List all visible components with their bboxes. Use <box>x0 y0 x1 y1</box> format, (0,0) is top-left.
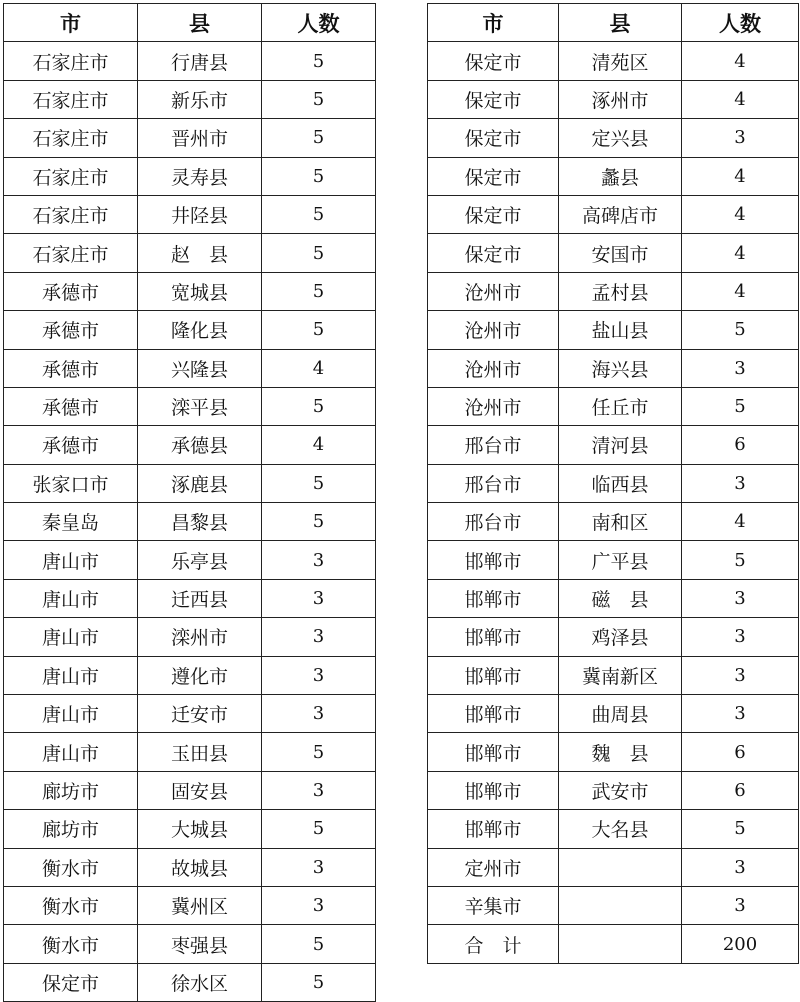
county-cell: 广平县 <box>559 541 682 579</box>
count-cell: 5 <box>262 311 376 349</box>
table-row <box>428 157 799 195</box>
count-cell: 4 <box>682 272 799 310</box>
count-cell: 5 <box>262 157 376 195</box>
county-cell: 鸡泽县 <box>559 618 682 656</box>
city-cell: 邯郸市 <box>428 810 559 848</box>
table-row <box>428 195 799 233</box>
county-cell: 乐亭县 <box>138 541 262 579</box>
table-row <box>428 80 799 118</box>
count-cell: 5 <box>262 272 376 310</box>
county-cell: 安国市 <box>559 234 682 272</box>
city-cell: 邯郸市 <box>428 541 559 579</box>
city-cell: 邯郸市 <box>428 618 559 656</box>
header-row <box>428 4 799 42</box>
count-cell: 3 <box>262 579 376 617</box>
quota-table-right <box>427 3 799 964</box>
table-row <box>428 42 799 80</box>
city-cell: 唐山市 <box>4 618 138 656</box>
count-cell: 3 <box>682 464 799 502</box>
city-cell: 保定市 <box>428 157 559 195</box>
county-cell: 新乐市 <box>138 80 262 118</box>
header-county: 县 <box>559 4 682 42</box>
header-city: 市 <box>428 4 559 42</box>
table-row <box>4 195 376 233</box>
county-cell: 任丘市 <box>559 387 682 425</box>
count-cell: 5 <box>262 733 376 771</box>
city-cell: 石家庄市 <box>4 42 138 80</box>
city-cell: 石家庄市 <box>4 80 138 118</box>
county-cell: 枣强县 <box>138 925 262 963</box>
table-row <box>4 579 376 617</box>
table-row <box>4 80 376 118</box>
county-cell: 孟村县 <box>559 272 682 310</box>
county-cell: 盐山县 <box>559 311 682 349</box>
county-cell: 承德县 <box>138 426 262 464</box>
city-cell: 唐山市 <box>4 656 138 694</box>
count-cell: 5 <box>262 810 376 848</box>
city-cell: 承德市 <box>4 349 138 387</box>
county-cell: 海兴县 <box>559 349 682 387</box>
count-cell: 4 <box>682 503 799 541</box>
county-cell: 徐水区 <box>138 963 262 1001</box>
count-cell: 3 <box>682 349 799 387</box>
table-row <box>4 925 376 963</box>
county-cell: 滦平县 <box>138 387 262 425</box>
table-row <box>4 349 376 387</box>
county-cell: 涿鹿县 <box>138 464 262 502</box>
city-cell: 唐山市 <box>4 579 138 617</box>
table-row <box>4 810 376 848</box>
count-cell: 3 <box>682 618 799 656</box>
city-cell: 石家庄市 <box>4 234 138 272</box>
count-cell: 4 <box>682 195 799 233</box>
table-row <box>4 157 376 195</box>
table-row <box>4 618 376 656</box>
county-cell: 涿州市 <box>559 80 682 118</box>
city-cell: 衡水市 <box>4 848 138 886</box>
city-cell: 石家庄市 <box>4 157 138 195</box>
county-cell: 南和区 <box>559 503 682 541</box>
table-row <box>428 349 799 387</box>
count-cell: 5 <box>262 80 376 118</box>
city-cell: 保定市 <box>428 42 559 80</box>
county-cell: 磁 县 <box>559 579 682 617</box>
count-cell: 4 <box>682 157 799 195</box>
count-cell: 3 <box>262 695 376 733</box>
city-cell: 沧州市 <box>428 387 559 425</box>
table-row <box>428 541 799 579</box>
table-row <box>4 42 376 80</box>
county-cell: 高碑店市 <box>559 195 682 233</box>
count-cell: 3 <box>262 618 376 656</box>
table-row <box>428 579 799 617</box>
count-cell: 5 <box>262 387 376 425</box>
city-cell: 沧州市 <box>428 349 559 387</box>
city-cell: 保定市 <box>428 195 559 233</box>
table-row <box>4 656 376 694</box>
count-cell: 6 <box>682 733 799 771</box>
county-cell: 固安县 <box>138 771 262 809</box>
county-cell: 昌黎县 <box>138 503 262 541</box>
header-county: 县 <box>138 4 262 42</box>
header-row <box>4 4 376 42</box>
county-cell: 灵寿县 <box>138 157 262 195</box>
county-cell: 定兴县 <box>559 119 682 157</box>
city-cell: 邯郸市 <box>428 656 559 694</box>
count-cell: 5 <box>262 119 376 157</box>
county-cell <box>559 925 682 963</box>
county-cell: 冀州区 <box>138 886 262 924</box>
table-row <box>428 733 799 771</box>
count-cell: 6 <box>682 771 799 809</box>
city-cell: 石家庄市 <box>4 119 138 157</box>
count-cell: 5 <box>682 311 799 349</box>
count-cell: 5 <box>682 541 799 579</box>
count-cell: 4 <box>262 349 376 387</box>
county-cell: 冀南新区 <box>559 656 682 694</box>
city-cell: 邢台市 <box>428 503 559 541</box>
count-cell: 5 <box>682 387 799 425</box>
city-cell: 承德市 <box>4 387 138 425</box>
count-cell: 3 <box>262 771 376 809</box>
city-cell: 邯郸市 <box>428 579 559 617</box>
table-row <box>428 618 799 656</box>
table-row <box>4 963 376 1001</box>
county-cell: 故城县 <box>138 848 262 886</box>
table-row <box>4 234 376 272</box>
count-cell: 3 <box>682 695 799 733</box>
count-cell: 4 <box>262 426 376 464</box>
county-cell: 临西县 <box>559 464 682 502</box>
city-cell: 邯郸市 <box>428 733 559 771</box>
table-row <box>428 656 799 694</box>
county-cell: 清河县 <box>559 426 682 464</box>
city-cell: 承德市 <box>4 311 138 349</box>
county-cell: 赵 县 <box>138 234 262 272</box>
header-city: 市 <box>4 4 138 42</box>
city-cell: 邯郸市 <box>428 695 559 733</box>
city-cell: 邢台市 <box>428 464 559 502</box>
table-row <box>4 503 376 541</box>
city-cell: 衡水市 <box>4 886 138 924</box>
table-row <box>428 771 799 809</box>
table-row <box>4 771 376 809</box>
city-cell: 唐山市 <box>4 541 138 579</box>
city-cell: 邯郸市 <box>428 771 559 809</box>
count-cell: 5 <box>262 42 376 80</box>
count-cell: 3 <box>262 848 376 886</box>
county-cell: 清苑区 <box>559 42 682 80</box>
header-count: 人数 <box>682 4 799 42</box>
count-cell: 200 <box>682 925 799 963</box>
quota-table-left <box>3 3 376 1002</box>
county-cell: 大城县 <box>138 810 262 848</box>
county-cell: 井陉县 <box>138 195 262 233</box>
table-row <box>4 272 376 310</box>
city-cell: 沧州市 <box>428 272 559 310</box>
table-row <box>428 503 799 541</box>
city-cell: 承德市 <box>4 272 138 310</box>
count-cell: 3 <box>682 848 799 886</box>
count-cell: 4 <box>682 42 799 80</box>
county-cell: 遵化市 <box>138 656 262 694</box>
city-cell: 秦皇岛 <box>4 503 138 541</box>
county-cell: 兴隆县 <box>138 349 262 387</box>
table-row <box>4 733 376 771</box>
table-row <box>428 426 799 464</box>
county-cell: 迁西县 <box>138 579 262 617</box>
city-cell: 保定市 <box>428 80 559 118</box>
city-cell: 定州市 <box>428 848 559 886</box>
table-row <box>428 234 799 272</box>
table-row <box>4 387 376 425</box>
table-row <box>428 464 799 502</box>
count-cell: 5 <box>682 810 799 848</box>
city-cell: 张家口市 <box>4 464 138 502</box>
count-cell: 4 <box>682 234 799 272</box>
table-row <box>4 886 376 924</box>
city-cell: 保定市 <box>428 119 559 157</box>
county-cell: 隆化县 <box>138 311 262 349</box>
county-cell: 滦州市 <box>138 618 262 656</box>
table-row <box>428 848 799 886</box>
count-cell: 5 <box>262 234 376 272</box>
county-cell: 玉田县 <box>138 733 262 771</box>
table-row <box>4 426 376 464</box>
county-cell: 迁安市 <box>138 695 262 733</box>
count-cell: 3 <box>262 541 376 579</box>
table-row <box>4 848 376 886</box>
table-row <box>428 272 799 310</box>
table-row <box>4 119 376 157</box>
table-row <box>428 695 799 733</box>
count-cell: 5 <box>262 464 376 502</box>
county-cell <box>559 848 682 886</box>
county-cell: 行唐县 <box>138 42 262 80</box>
county-cell: 武安市 <box>559 771 682 809</box>
city-cell: 邢台市 <box>428 426 559 464</box>
table-row <box>428 387 799 425</box>
city-cell: 衡水市 <box>4 925 138 963</box>
table-row <box>428 886 799 924</box>
count-cell: 6 <box>682 426 799 464</box>
table-row <box>4 541 376 579</box>
city-cell: 合 计 <box>428 925 559 963</box>
count-cell: 3 <box>262 886 376 924</box>
table-row <box>428 810 799 848</box>
count-cell: 3 <box>682 656 799 694</box>
city-cell: 廊坊市 <box>4 771 138 809</box>
count-cell: 5 <box>262 925 376 963</box>
count-cell: 4 <box>682 80 799 118</box>
city-cell: 保定市 <box>4 963 138 1001</box>
count-cell: 5 <box>262 963 376 1001</box>
count-cell: 5 <box>262 195 376 233</box>
count-cell: 3 <box>682 579 799 617</box>
header-count: 人数 <box>262 4 376 42</box>
table-row <box>428 925 799 963</box>
city-cell: 唐山市 <box>4 733 138 771</box>
city-cell: 保定市 <box>428 234 559 272</box>
count-cell: 3 <box>262 656 376 694</box>
count-cell: 3 <box>682 886 799 924</box>
table-row <box>4 311 376 349</box>
county-cell: 魏 县 <box>559 733 682 771</box>
county-cell: 蠡县 <box>559 157 682 195</box>
city-cell: 石家庄市 <box>4 195 138 233</box>
city-cell: 廊坊市 <box>4 810 138 848</box>
county-cell <box>559 886 682 924</box>
table-row <box>428 119 799 157</box>
count-cell: 5 <box>262 503 376 541</box>
county-cell: 曲周县 <box>559 695 682 733</box>
count-cell: 3 <box>682 119 799 157</box>
table-row <box>4 695 376 733</box>
city-cell: 辛集市 <box>428 886 559 924</box>
table-row <box>4 464 376 502</box>
city-cell: 沧州市 <box>428 311 559 349</box>
city-cell: 唐山市 <box>4 695 138 733</box>
county-cell: 大名县 <box>559 810 682 848</box>
county-cell: 宽城县 <box>138 272 262 310</box>
city-cell: 承德市 <box>4 426 138 464</box>
table-row <box>428 311 799 349</box>
county-cell: 晋州市 <box>138 119 262 157</box>
